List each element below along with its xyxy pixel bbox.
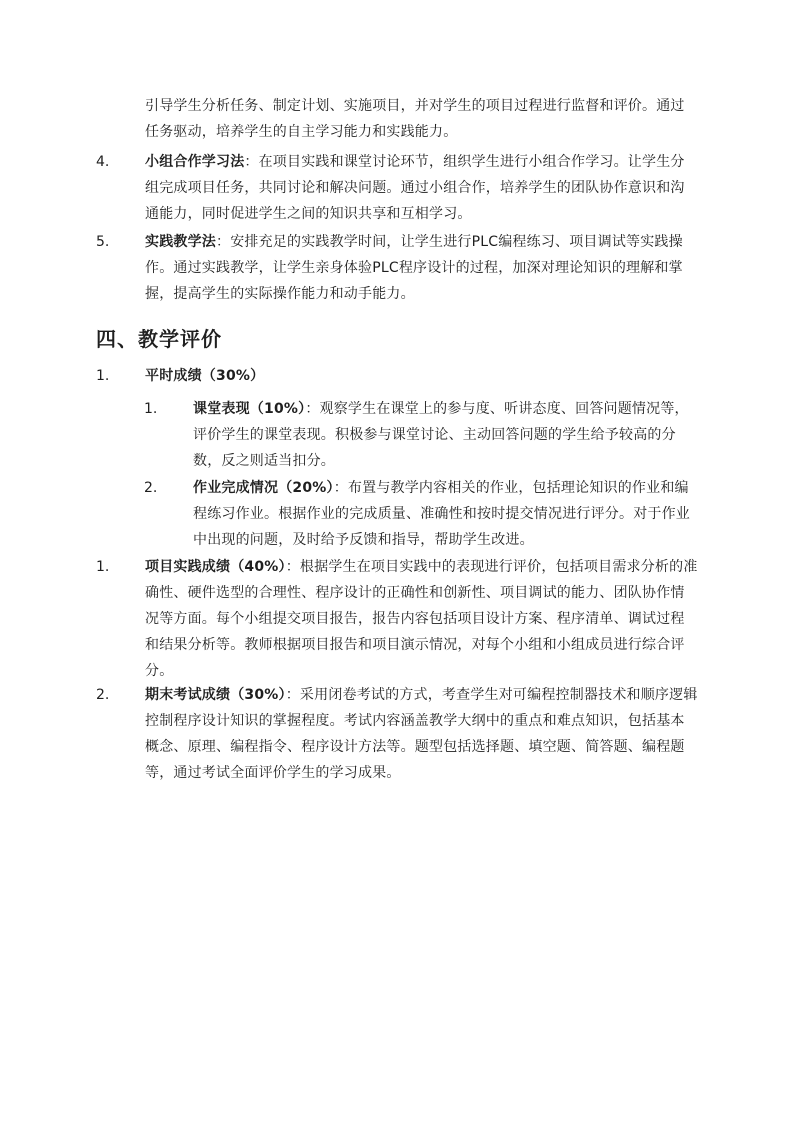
separator: ：: [285, 559, 300, 575]
list-number: 4.: [96, 154, 110, 170]
separator: ：: [333, 480, 348, 496]
method-body: 安排充足的实践教学时间，让学生进行PLC编程练习、项目调试等实践操作。通过实践教学，让学生亲身体验PLC程序设计的过程，加深对理论知识的理解和掌握，提高学生的实际操作能力和动手能力。: [145, 234, 683, 302]
sub-item-body: 布置与教学内容相关的作业，包括理论知识的作业和编程练习作业。根据作业的完成质量、准确性和按时提交情况进行评分。对于作业中出现的问题，及时给予反馈和指导，帮助学生改进。: [193, 480, 690, 548]
list-number: 2.: [96, 687, 110, 703]
evaluation-title: 平时成绩（30%）: [145, 368, 265, 384]
method-body: 在项目实践和课堂讨论环节，组织学生进行小组合作学习。让学生分组完成项目任务，共同讨论和解决问题。通过小组合作，培养学生的团队协作意识和沟通能力，同时促进学生之间的知识共享和互相学习。: [145, 154, 685, 222]
separator: ：: [305, 401, 320, 417]
method-text: [145, 229, 698, 307]
separator: ：: [216, 234, 231, 250]
sub-item-title: 课堂表现（10%）: [193, 401, 306, 417]
sub-item-title: 作业完成情况（20%）: [193, 480, 334, 496]
method-text: [145, 149, 698, 227]
evaluation-title: 期末考试成绩（30%）: [145, 687, 286, 703]
method-title: 实践教学法: [145, 234, 216, 250]
sub-item-text: [193, 396, 699, 474]
evaluation-text: [145, 363, 698, 389]
method-title: 小组合作学习法: [145, 154, 245, 170]
section-heading: 四、教学评价: [96, 327, 222, 351]
sub-item-text: [193, 475, 699, 553]
list-number: 1.: [96, 368, 110, 384]
evaluation-text: [145, 682, 698, 786]
separator: ：: [244, 154, 259, 170]
list-number: 5.: [96, 234, 110, 250]
list-number: 2.: [144, 480, 158, 496]
evaluation-body: 根据学生在项目实践中的表现进行评价，包括项目需求分析的准确性、硬件选型的合理性、程序设计的正确性和创新性、项目调试的能力、团队协作情况等方面。每个小组提交项目报告，报告内容包括项目设计方案、程序清单、调试过程和结果分析等。教师根据项目报告和项目演示情况，对每个小组和小组成员进行综合评分。: [145, 559, 698, 679]
evaluation-title: 项目实践成绩（40%）: [145, 559, 286, 575]
evaluation-body: 采用闭卷考试的方式，考查学生对可编程控制器技术和顺序逻辑控制程序设计知识的掌握程度。考试内容涵盖教学大纲中的重点和难点知识，包括基本概念、原理、编程指令、程序设计方法等。题型包括选择题、填空题、简答题、编程题等，通过考试全面评价学生的学习成果。: [145, 687, 698, 781]
evaluation-text: [145, 554, 698, 684]
separator: ：: [285, 687, 300, 703]
list-number: 1.: [96, 559, 110, 575]
continuation-text: 引导学生分析任务、制定计划、实施项目，并对学生的项目过程进行监督和评价。通过任务驱动，培养学生的自主学习能力和实践能力。: [145, 98, 685, 140]
sub-item-body: 观察学生在课堂上的参与度、听讲态度、回答问题情况等，评价学生的课堂表现。积极参与课堂讨论、主动回答问题的学生给予较高的分数，反之则适当扣分。: [193, 401, 689, 469]
list-number: 1.: [144, 401, 158, 417]
